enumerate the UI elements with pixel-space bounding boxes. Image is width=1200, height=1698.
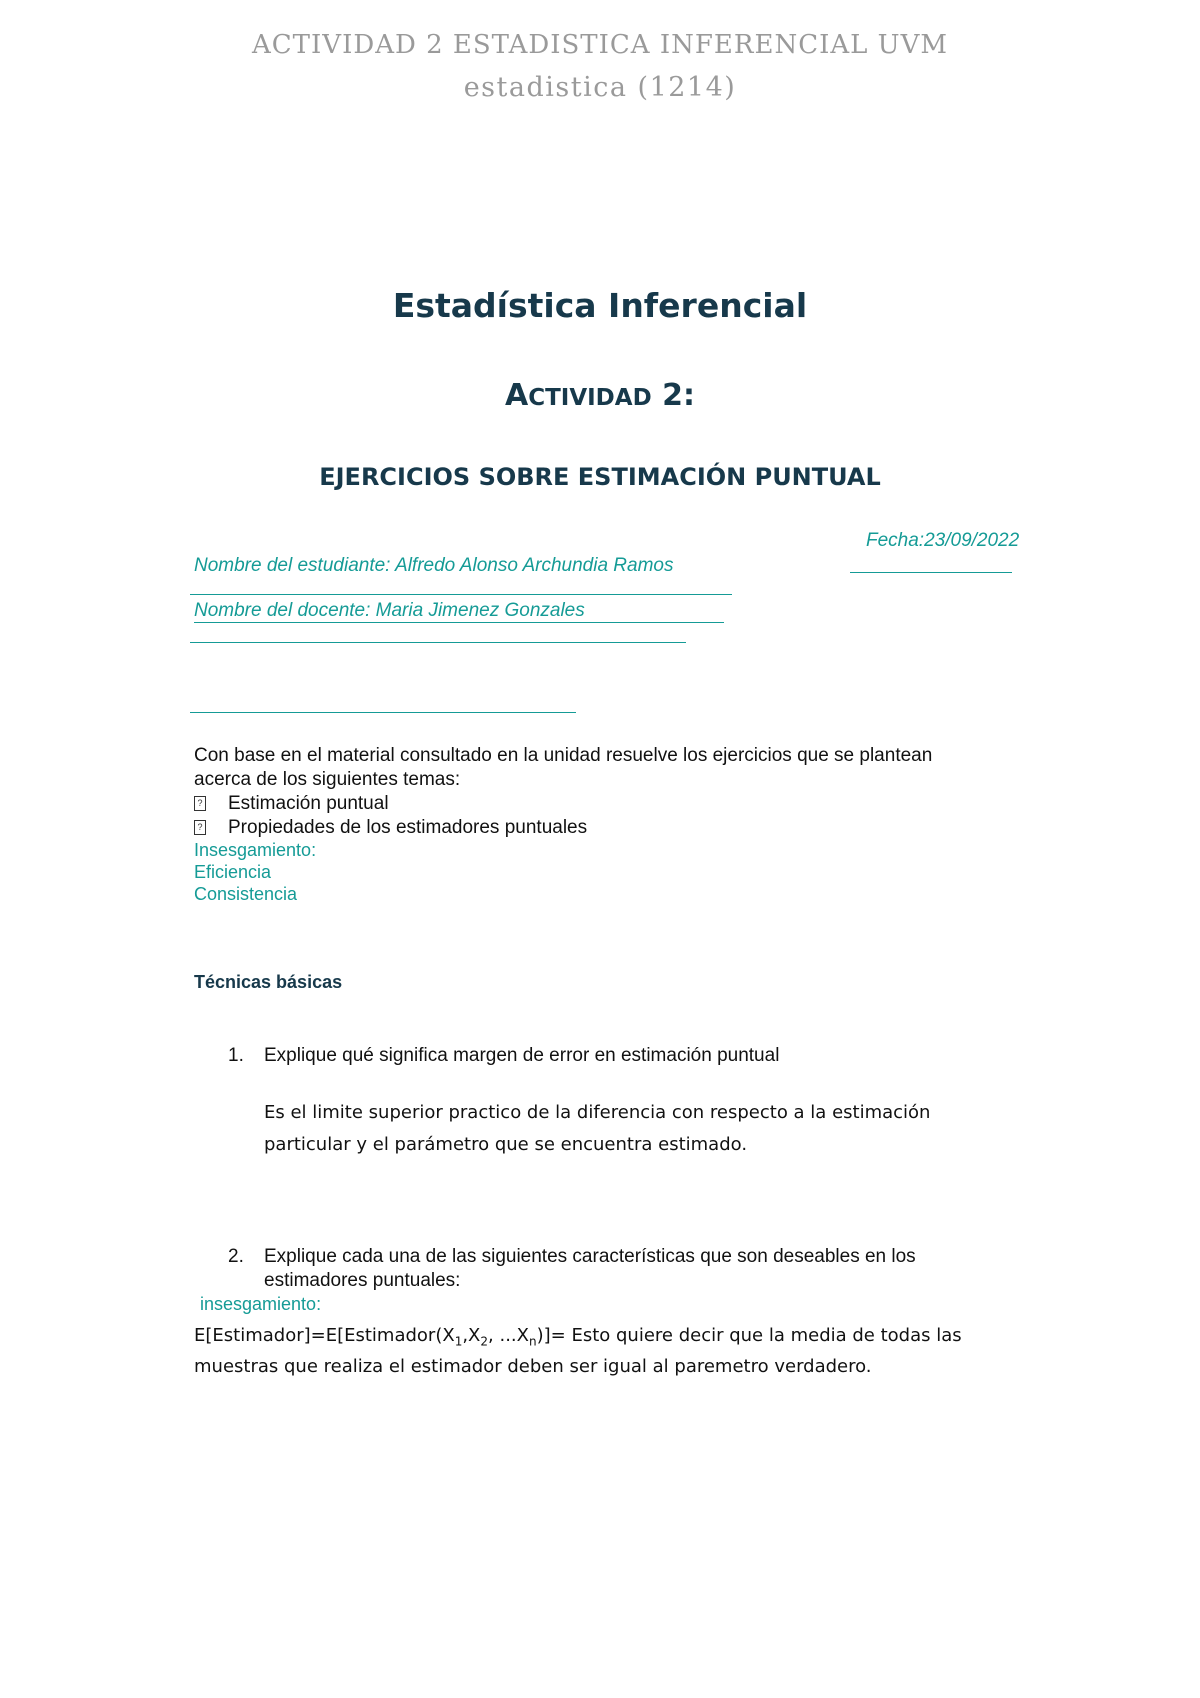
formula-subscript: 2 [480,1334,489,1349]
teacher-name: Nombre del docente: Maria Jimenez Gonzales [194,600,724,623]
page-title: Estadística Inferencial [392,286,808,325]
list-item [194,816,587,840]
formula-subscript: 1 [454,1334,463,1349]
activity-number: 2: [662,378,695,413]
property-eficiencia: Eficiencia [194,862,272,882]
property-consistencia: Consistencia [194,884,298,904]
document-subtitle: estadistica (1214) [463,72,737,103]
list-item [194,792,389,816]
question-2-line-2: estimadores puntuales: [264,1270,461,1291]
signature-line [190,712,576,713]
bullet-text: Estimación puntual [228,793,389,814]
activity-heading [0,378,1200,413]
question-1-text: Explique qué significa margen de error en estimación puntual [264,1045,780,1066]
date-field: Fecha:23/09/2022 [866,530,1020,551]
answer-1-line-1: Es el limite superior practico de la diferencia con respecto a la estimación [264,1102,931,1123]
activity-word: CTIVIDAD [528,385,652,411]
question-1-number: 1. [228,1045,244,1066]
property-insesgamiento: Insesgamiento: [194,840,317,860]
document-title: ACTIVIDAD 2 ESTADISTICA INFERENCIAL UVM [252,30,948,60]
intro-line-2: acerca de los siguientes temas: [194,769,461,790]
section-title: Técnicas básicas [194,972,343,992]
formula-subscript: n [528,1334,537,1349]
formula-part: ,X [462,1325,481,1346]
bullet-text: Propiedades de los estimadores puntuales [228,817,588,838]
answer-2-line-2: muestras que realiza el estimador deben ser igual al paremetro verdadero. [194,1356,872,1377]
teacher-underline [190,642,686,643]
topic-heading: EJERCICIOS SOBRE ESTIMACIÓN PUNTUAL [319,463,881,491]
intro-line-1: Con base en el material consultado en la unidad resuelve los ejercicios que se plantean [194,745,933,766]
activity-initial: A [504,378,529,413]
formula-part: )]= Esto quiere decir que la media de todas las [536,1325,962,1346]
student-name: Nombre del estudiante: Alfredo Alonso Archundia Ramos [194,555,674,576]
question-2-line-1: Explique cada una de las siguientes características que son deseables en los [264,1246,916,1267]
formula-part: , ...X [488,1325,529,1346]
answer-2-label: insesgamiento: [200,1294,322,1314]
formula-part: E[Estimador]=E[Estimador(X [194,1325,455,1346]
student-underline [190,594,732,595]
bullet-icon: ? [194,796,206,811]
date-underline [850,572,1012,573]
question-2-number: 2. [228,1246,244,1267]
answer-1-line-2: particular y el parámetro que se encuentra estimado. [264,1134,748,1155]
bullet-icon: ? [194,820,206,835]
